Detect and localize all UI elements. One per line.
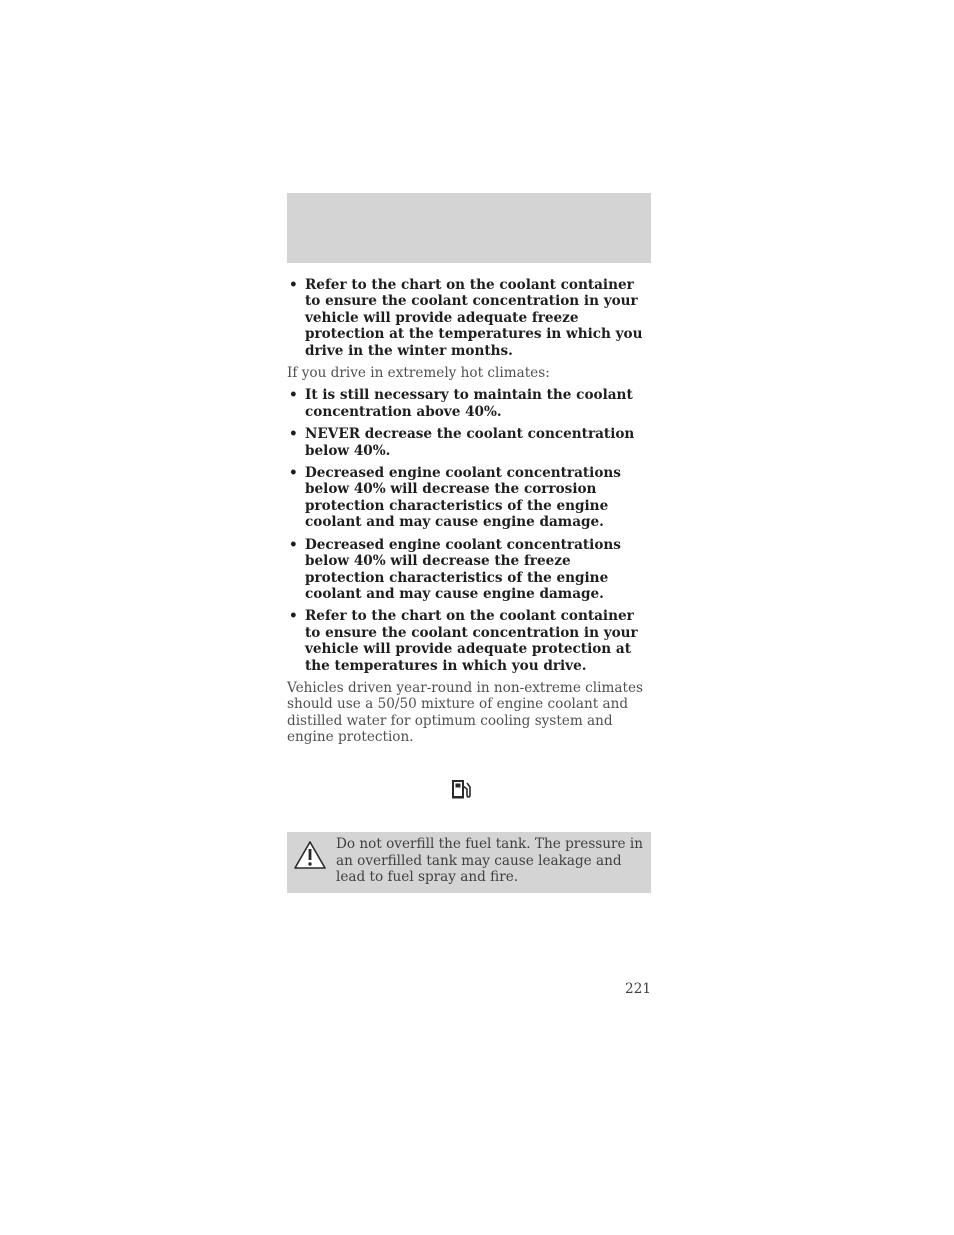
bullet-icon: • (289, 426, 298, 443)
page-content (287, 277, 651, 752)
bullet-text: NEVER decrease the coolant concentration below 40%. (305, 426, 635, 459)
hot-climates-intro: If you drive in extremely hot climates: (287, 365, 550, 382)
bullet-icon: • (289, 608, 298, 625)
bullet-text: It is still necessary to maintain the coolant concentration above 40%. (305, 387, 633, 420)
bullet-icon: • (289, 536, 298, 553)
warning-text: Do not overfill the fuel tank. The pressure in an overfilled tank may cause leakage and lead to fuel spray and fire. (336, 836, 644, 886)
page-number: 221 (625, 981, 651, 997)
fuel-warning-box (287, 832, 651, 893)
list-item (287, 465, 651, 531)
bullet-icon: • (289, 387, 298, 404)
hot-climate-bullet-list (287, 387, 651, 674)
bullet-text: Decreased engine coolant concentrations below 40% will decrease the corrosion protection characteristics of the engine coolant and may cause engine damage. (305, 465, 621, 531)
year-round-paragraph: Vehicles driven year-round in non-extreme climates should use a 50/50 mixture of engine coolant and distilled water for optimum cooling system and engine protection. (287, 679, 643, 746)
bullet-icon: • (289, 277, 298, 293)
list-item (287, 387, 651, 420)
bullet-text: Refer to the chart on the coolant container to ensure the coolant concentration in your vehicle will provide adequate freeze protection at the temperatures in which you drive in the winter months. (305, 277, 643, 359)
list-item (287, 537, 651, 603)
list-item (287, 608, 651, 674)
fuel-pump-icon (451, 778, 471, 800)
section-header-band (287, 193, 651, 263)
bullet-text: Decreased engine coolant concentrations below 40% will decrease the freeze protection characteristics of the engine coolant and may cause engine damage. (305, 536, 621, 602)
bullet-icon: • (289, 465, 298, 482)
winter-bullet-list (287, 277, 651, 359)
list-item (287, 277, 651, 359)
list-item (287, 426, 651, 459)
bullet-text: Refer to the chart on the coolant container to ensure the coolant concentration in your vehicle will provide adequate protection at the temperatures in which you drive. (305, 608, 638, 674)
warning-triangle-icon (293, 840, 327, 870)
